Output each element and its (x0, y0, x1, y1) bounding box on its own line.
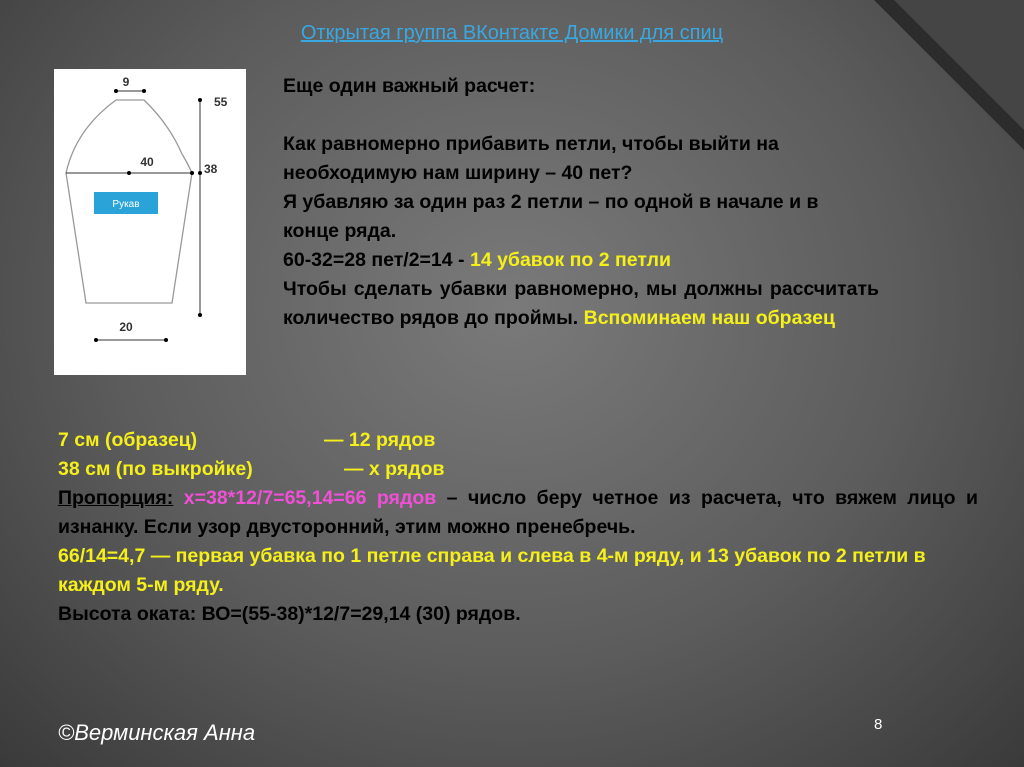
line-cap-height: Высота оката: ВО=(55-38)*12/7=29,14 (30) рядов. (58, 603, 521, 625)
paragraph-4 (283, 275, 879, 333)
paragraph-1: Как равномерно прибавить петли, чтобы выйти на необходимую нам ширину – 40 пет? (283, 133, 779, 184)
calc-highlight: 14 убавок по 2 петли (469, 249, 672, 271)
proportion-label: Пропорция: (58, 487, 174, 509)
calculation-block (58, 426, 978, 629)
calc-text: 60-32=28 пет/2=14 - (283, 249, 470, 271)
sample-rows: — 12 рядов (324, 429, 436, 451)
pattern-rows: — х рядов (344, 458, 445, 480)
proportion-unit: рядов (376, 487, 437, 509)
line-proportion (58, 484, 978, 542)
group-link[interactable]: Открытая группа ВКонтакте Домики для спиц (300, 22, 724, 44)
paragraph-3 (283, 246, 879, 275)
proportion-note: – число беру четное из расчета, что вяжем лицо и изнанку. Если узор двусторонний, этим можно пренебречь. (58, 487, 979, 538)
corner-decoration-inner (894, 0, 1024, 130)
spacer (283, 101, 879, 130)
explanation-block (283, 72, 879, 333)
page-number: 8 (874, 716, 883, 733)
line-sample (58, 426, 978, 455)
label-bottom: 20 (119, 320, 133, 334)
line-decrease: 66/14=4,7 — первая убавка по 1 петле справа и слева в 4-м ряду, и 13 убавок по 2 петли в каждом 5-м ряду. (58, 545, 926, 596)
label-cap: 38 (204, 162, 218, 176)
label-top: 9 (122, 75, 130, 89)
label-piece: Рукав (112, 199, 140, 210)
sleeve-diagram (54, 69, 246, 375)
paragraph-4-text: Чтобы сделать убавки равномерно, мы должны рассчитать количество рядов до проймы. (283, 278, 879, 329)
pattern-label: 38 см (по выкройке) (58, 458, 253, 480)
line-pattern (58, 455, 978, 484)
paragraph-2: Я убавляю за один раз 2 петли – по одной в начале и в конце ряда. (283, 191, 819, 242)
label-width: 40 (140, 155, 154, 169)
paragraph-4-highlight: Вспоминаем наш образец (583, 307, 835, 329)
label-height: 55 (214, 95, 228, 109)
sample-label: 7 см (образец) (58, 429, 198, 451)
author: ©Верминская Анна (58, 720, 256, 745)
heading: Еще один важный расчет: (283, 75, 536, 97)
proportion-formula: х=38*12/7=65,14=66 (173, 487, 377, 509)
sleeve-pattern-svg (54, 69, 246, 375)
